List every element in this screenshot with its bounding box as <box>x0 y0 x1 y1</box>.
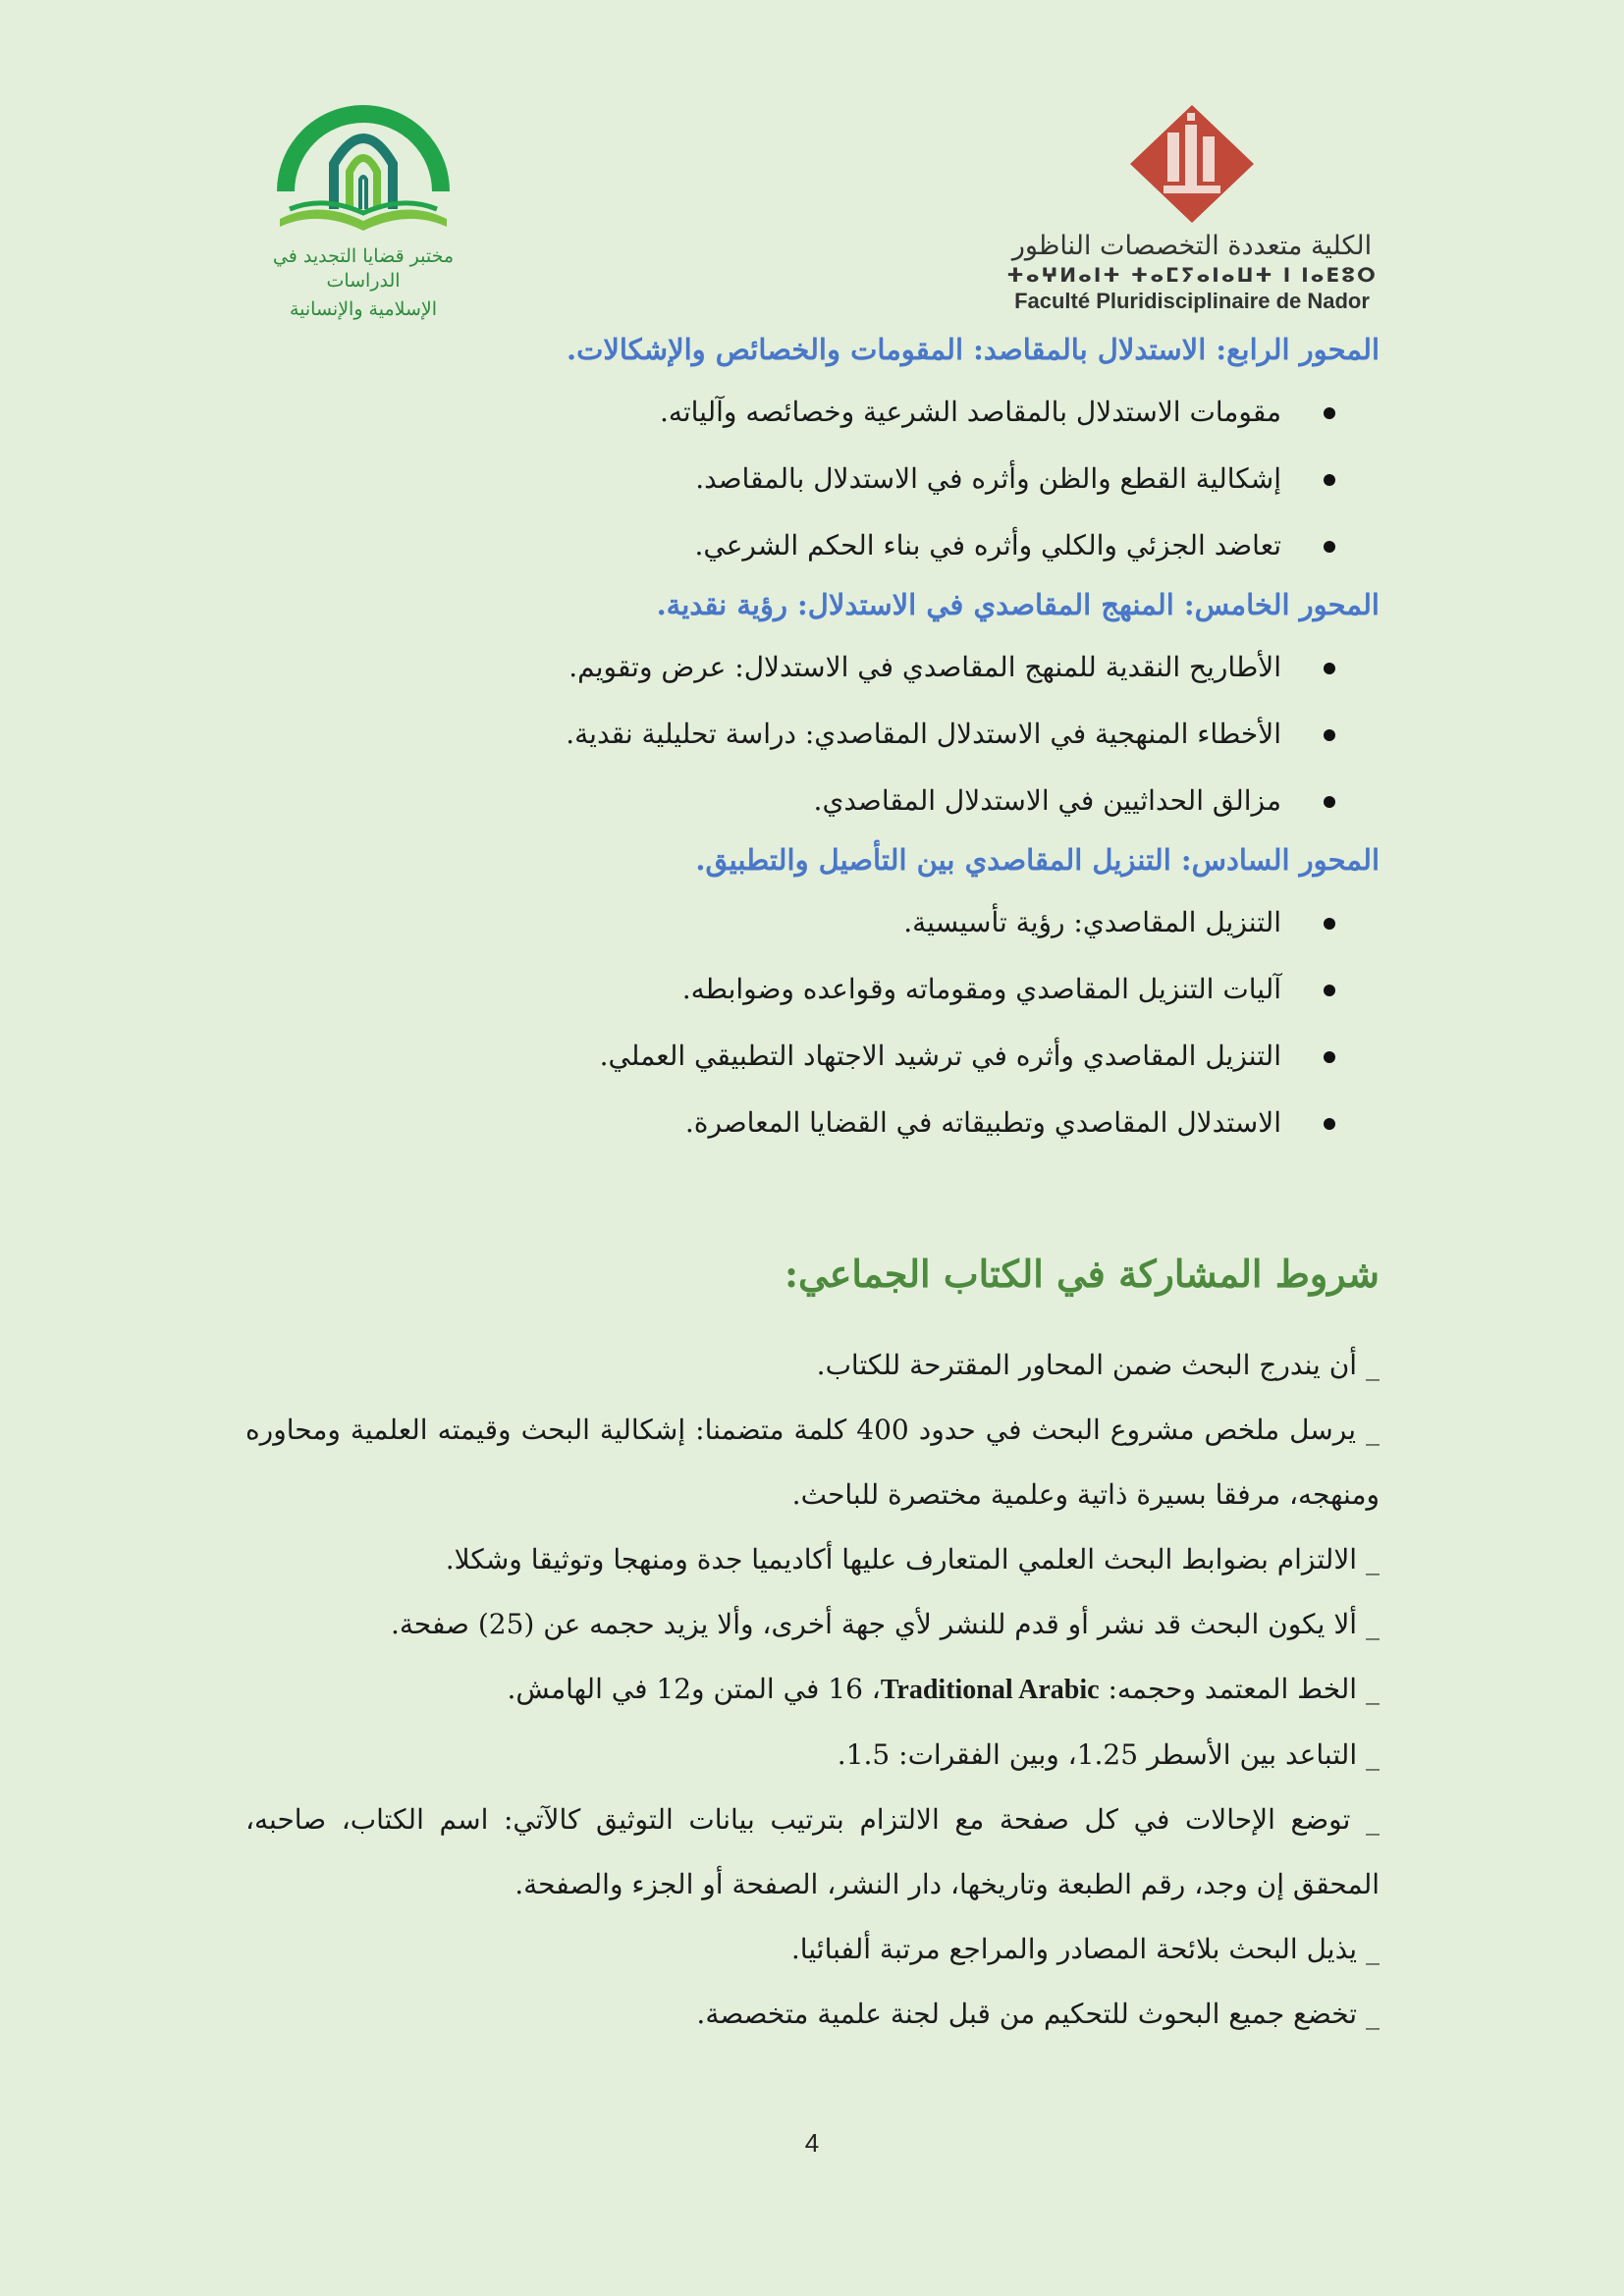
axis-5-section <box>245 579 1380 834</box>
axis-5-list <box>245 634 1380 834</box>
page-header <box>0 0 1624 320</box>
axis-6-list <box>245 889 1380 1156</box>
axis-4-title: المحور الرابع: الاستدلال بالمقاصد: المقومات والخصائص والإشكالات. <box>566 333 1380 366</box>
axis-6-title: المحور السادس: التنزيل المقاصدي بين التأصيل والتطبيق. <box>695 843 1380 877</box>
list-item: التنزيل المقاصدي: رؤية تأسيسية. <box>245 889 1380 956</box>
list-item: مزالق الحداثيين في الاستدلال المقاصدي. <box>245 768 1380 834</box>
list-item: إشكالية القطع والظن وأثره في الاستدلال بالمقاصد. <box>245 446 1380 512</box>
lab-logo-caption-1: مختبر قضايا التجديد في الدراسات <box>272 245 455 292</box>
list-item: التنزيل المقاصدي وأثره في ترشيد الاجتهاد التطبيقي العملي. <box>245 1023 1380 1090</box>
faculty-logo <box>1005 103 1379 314</box>
condition-5 <box>245 1657 1380 1723</box>
list-item: الأخطاء المنهجية في الاستدلال المقاصدي: دراسة تحليلية نقدية. <box>245 701 1380 768</box>
condition-8: _ يذيل البحث بلائحة المصادر والمراجع مرتبة ألفبائيا. <box>790 1933 1380 1965</box>
list-item: آليات التنزيل المقاصدي ومقوماته وقواعده وضوابطه. <box>245 956 1380 1023</box>
axis-6-section <box>245 834 1380 1156</box>
lab-logo <box>245 93 481 322</box>
faculty-emblem-icon <box>1128 103 1256 226</box>
condition-9: _ تخضع جميع البحوث للتحكيم من قبل لجنة علمية متخصصة. <box>696 1998 1380 2030</box>
page-number: 4 <box>804 2128 820 2158</box>
font-name: Traditional Arabic <box>880 1675 1100 1705</box>
list-item: الأطاريح النقدية للمنهج المقاصدي في الاستدلال: عرض وتقويم. <box>245 634 1380 701</box>
axis-4-list <box>245 379 1380 579</box>
axis-4-section <box>245 324 1380 579</box>
faculty-name-tifinagh: ⵜⴰⵖⵍⴰⵏⵜ ⵜⴰⵎⵢⴰⵏⴰⵡⵜ ⵏ ⵏⴰⴹⵓⵔ <box>1006 263 1378 287</box>
condition-5-suffix: ، 16 في المتن و12 في الهامش. <box>507 1673 881 1705</box>
faculty-name-fr: Faculté Pluridisciplinaire de Nador <box>1014 289 1370 313</box>
axis-5-title: المحور الخامس: المنهج المقاصدي في الاستدلال: رؤية نقدية. <box>656 588 1380 621</box>
list-item: مقومات الاستدلال بالمقاصد الشرعية وخصائصه وآلياته. <box>245 379 1380 446</box>
conditions-list <box>245 1333 1380 2047</box>
lab-logo-caption-2: الإسلامية والإنسانية <box>289 298 438 320</box>
conditions-title: شروط المشاركة في الكتاب الجماعي: <box>785 1252 1380 1296</box>
condition-2: _ يرسل ملخص مشروع البحث في حدود 400 كلمة متضمنا: إشكالية البحث وقيمته العلمية ومحاوره ومنهجه، مرفقا بسيرة ذاتية وعلمية مختصرة للباحث. <box>245 1414 1380 1511</box>
list-item: تعاضد الجزئي والكلي وأثره في بناء الحكم الشرعي. <box>245 512 1380 579</box>
condition-3: _ الالتزام بضوابط البحث العلمي المتعارف عليها أكاديميا جدة ومنهجا وتوثيقا وشكلا. <box>445 1543 1380 1575</box>
condition-1: _ أن يندرج البحث ضمن المحاور المقترحة للكتاب. <box>816 1349 1380 1381</box>
document-body <box>245 324 1380 2047</box>
lab-emblem-icon <box>265 93 461 240</box>
condition-7: _ توضع الإحالات في كل صفحة مع الالتزام بترتيب بيانات التوثيق كالآتي: اسم الكتاب، صاحبه، المحقق إن وجد، رقم الطبعة وتاريخها، دار النشر، الصفحة أو الجزء والصفحة. <box>245 1803 1380 1900</box>
condition-4: _ ألا يكون البحث قد نشر أو قدم للنشر لأي جهة أخرى، وألا يزيد حجمه عن (25) صفحة. <box>391 1608 1380 1640</box>
list-item: الاستدلال المقاصدي وتطبيقاته في القضايا المعاصرة. <box>245 1090 1380 1156</box>
condition-6: _ التباعد بين الأسطر 1.25، وبين الفقرات: 1.5. <box>837 1738 1380 1771</box>
faculty-name-ar: الكلية متعددة التخصصات الناظور <box>1011 231 1373 261</box>
condition-5-prefix: _ الخط المعتمد وحجمه: <box>1099 1673 1380 1705</box>
